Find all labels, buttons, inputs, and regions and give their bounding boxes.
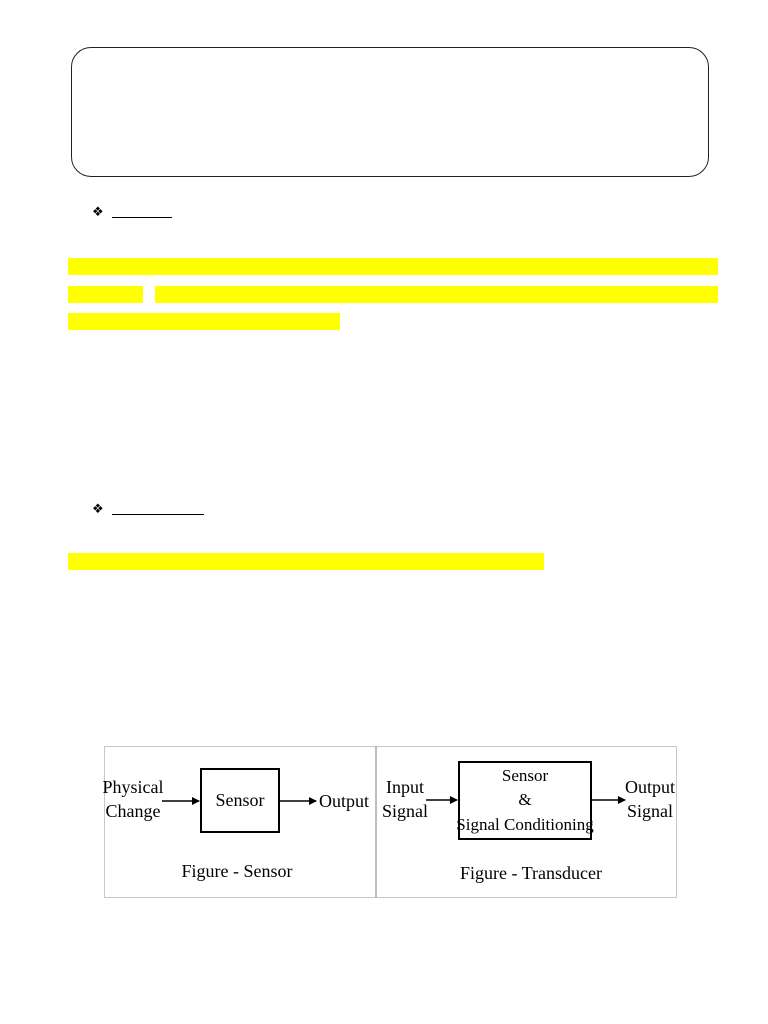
transducer-block-label-line1: Sensor	[501, 766, 549, 785]
diamond-bullet-icon: ❖	[92, 501, 104, 517]
transducer-block-label-line2: &	[518, 790, 532, 809]
sensor-input-label-line1: Physical	[102, 777, 164, 797]
transducer-input-label-line1: Input	[386, 777, 424, 797]
transducer-diagram	[382, 762, 675, 883]
sensor-input-label-line2: Change	[105, 801, 161, 821]
sensor-figure-caption: Figure - Sensor	[181, 861, 293, 881]
sensor-output-label: Output	[319, 791, 370, 811]
transducer-output-label-line2: Signal	[626, 801, 674, 821]
sensor-block-label: Sensor	[215, 790, 265, 810]
transducer-output-label-line1: Output	[624, 777, 676, 797]
transducer-figure-caption: Figure - Transducer	[460, 863, 602, 883]
transducer-input-label-line2: Signal	[381, 801, 429, 821]
transducer-block-label-line3: Signal Conditioning	[456, 815, 594, 834]
sensor-diagram	[103, 769, 370, 881]
diamond-bullet-icon: ❖	[92, 204, 104, 220]
